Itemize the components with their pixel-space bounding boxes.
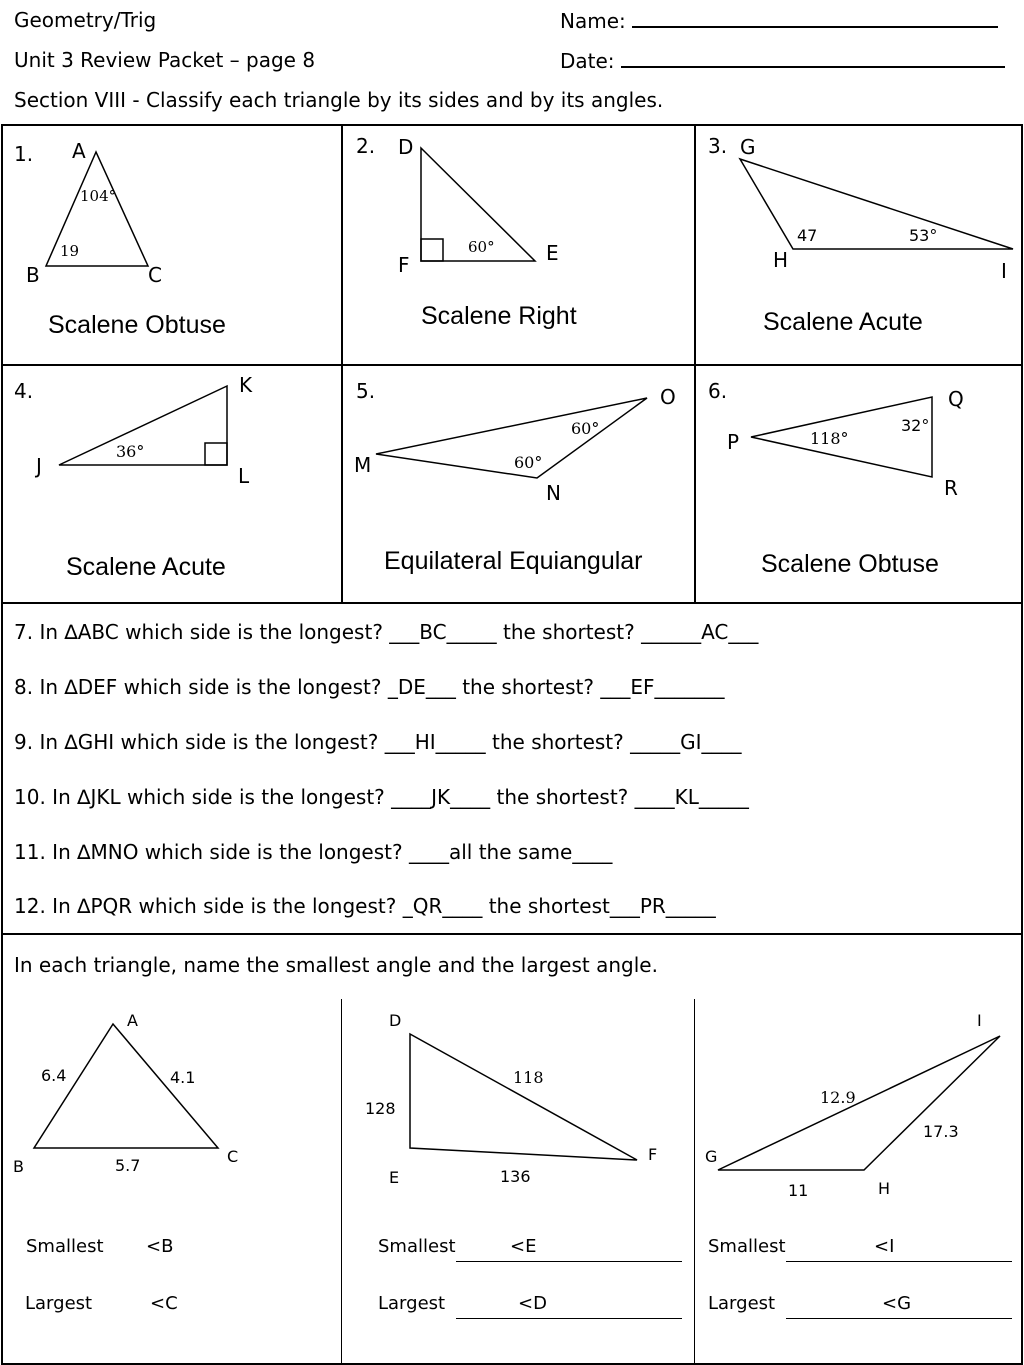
vertex-G: G bbox=[705, 1147, 718, 1166]
problem-4-number: 4. bbox=[14, 379, 34, 403]
side-label: 4.1 bbox=[170, 1068, 196, 1087]
triangle-def bbox=[340, 1000, 692, 1200]
problem-3-number: 3. bbox=[708, 134, 728, 158]
question-12: 12. In ∆PQR which side is the longest? _QR____ the shortest___PR_____ bbox=[14, 894, 716, 918]
angle-label: 118° bbox=[810, 429, 849, 448]
questions-box bbox=[1, 602, 1023, 935]
side-label: 11 bbox=[788, 1181, 809, 1200]
problem-6-answer: Scalene Obtuse bbox=[761, 550, 939, 578]
vertex-D: D bbox=[398, 135, 414, 159]
angles-instruction: In each triangle, name the smallest angle and the largest angle. bbox=[14, 953, 658, 977]
vertex-O: O bbox=[660, 385, 676, 409]
angle-label: 60° bbox=[571, 419, 600, 438]
section-title: Section VIII - Classify each triangle by its sides and by its angles. bbox=[14, 88, 664, 112]
triangle-abc bbox=[0, 1000, 340, 1200]
angle-label: 36° bbox=[116, 442, 145, 461]
vertex-B: B bbox=[13, 1157, 24, 1176]
vertex-M: M bbox=[354, 453, 372, 477]
side-label: 118 bbox=[513, 1068, 544, 1087]
problem-6-number: 6. bbox=[708, 379, 728, 403]
answer-line bbox=[456, 1261, 682, 1262]
largest-label: Largest bbox=[708, 1293, 776, 1314]
answer-line bbox=[456, 1318, 682, 1319]
vertex-E: E bbox=[546, 241, 559, 265]
side-label: 6.4 bbox=[41, 1066, 67, 1085]
question-9: 9. In ∆GHI which side is the longest? ___HI_____ the shortest? _____GI____ bbox=[14, 730, 742, 754]
angle-label: 32° bbox=[901, 416, 930, 435]
largest-answer: <C bbox=[150, 1293, 178, 1314]
side-label: 12.9 bbox=[820, 1088, 856, 1107]
angle-label: 47 bbox=[797, 226, 818, 245]
angle-label: 60° bbox=[514, 453, 543, 472]
packet-title: Unit 3 Review Packet – page 8 bbox=[14, 48, 316, 72]
side-label: 136 bbox=[500, 1167, 531, 1186]
vertex-H: H bbox=[773, 248, 789, 272]
answer-line bbox=[786, 1318, 1012, 1319]
question-10: 10. In ∆JKL which side is the longest? ____JK____ the shortest? ____KL_____ bbox=[14, 785, 749, 809]
problem-5-number: 5. bbox=[356, 379, 376, 403]
smallest-answer: <B bbox=[146, 1236, 174, 1257]
problem-1-number: 1. bbox=[14, 142, 34, 166]
vertex-I: I bbox=[1001, 259, 1007, 283]
vertex-A: A bbox=[72, 139, 86, 163]
question-11: 11. In ∆MNO which side is the longest? ____all the same____ bbox=[14, 840, 613, 864]
vertex-E: E bbox=[389, 1168, 400, 1187]
angle-label: 53° bbox=[909, 226, 938, 245]
triangle-ghi bbox=[693, 1000, 1023, 1200]
side-label: 128 bbox=[365, 1099, 396, 1118]
side-label: 17.3 bbox=[923, 1122, 959, 1141]
side-label: 5.7 bbox=[115, 1156, 141, 1175]
vertex-C: C bbox=[227, 1147, 239, 1166]
course-title: Geometry/Trig bbox=[14, 8, 157, 32]
angle-label: 19 bbox=[60, 242, 80, 260]
vertex-L: L bbox=[238, 464, 250, 488]
date-line bbox=[621, 48, 1005, 68]
smallest-answer[interactable]: <I bbox=[874, 1236, 895, 1257]
date-field[interactable] bbox=[560, 48, 1005, 73]
name-field[interactable] bbox=[560, 8, 998, 33]
largest-answer[interactable]: <G bbox=[882, 1293, 912, 1314]
problem-2-number: 2. bbox=[356, 134, 376, 158]
date-label: Date: bbox=[560, 49, 615, 73]
name-line bbox=[632, 8, 998, 28]
name-label: Name: bbox=[560, 9, 626, 33]
question-7: 7. In ∆ABC which side is the longest? ___BC_____ the shortest? ______AC___ bbox=[14, 620, 759, 644]
vertex-C: C bbox=[148, 263, 162, 287]
vertex-F: F bbox=[648, 1145, 658, 1164]
largest-label: Largest bbox=[25, 1293, 93, 1314]
largest-answer[interactable]: <D bbox=[518, 1293, 547, 1314]
vertex-D: D bbox=[389, 1011, 402, 1030]
problem-3-answer: Scalene Acute bbox=[763, 308, 923, 336]
vertex-A: A bbox=[127, 1011, 138, 1030]
vertex-Q: Q bbox=[948, 387, 964, 411]
smallest-label: Smallest bbox=[378, 1236, 456, 1257]
vertex-G: G bbox=[740, 135, 756, 159]
problem-5-answer: Equilateral Equiangular bbox=[384, 547, 643, 575]
vertex-K: K bbox=[239, 373, 253, 397]
vertex-B: B bbox=[26, 263, 40, 287]
problem-2-answer: Scalene Right bbox=[421, 302, 577, 330]
smallest-label: Smallest bbox=[708, 1236, 786, 1257]
vertex-P: P bbox=[727, 430, 740, 454]
vertex-I: I bbox=[977, 1011, 982, 1030]
problem-1-answer: Scalene Obtuse bbox=[48, 311, 226, 339]
question-8: 8. In ∆DEF which side is the longest? _DE___ the shortest? ___EF_______ bbox=[14, 675, 725, 699]
angle-label: 104° bbox=[80, 187, 117, 205]
answer-line bbox=[786, 1261, 1012, 1262]
smallest-label: Smallest bbox=[26, 1236, 104, 1257]
largest-label: Largest bbox=[378, 1293, 446, 1314]
smallest-answer[interactable]: <E bbox=[510, 1236, 537, 1257]
vertex-R: R bbox=[944, 476, 958, 500]
angle-label: 60° bbox=[468, 238, 495, 256]
problem-4-answer: Scalene Acute bbox=[66, 553, 226, 581]
vertex-N: N bbox=[546, 481, 561, 505]
vertex-H: H bbox=[878, 1179, 891, 1198]
vertex-F: F bbox=[398, 253, 410, 277]
vertex-J: J bbox=[36, 454, 42, 478]
